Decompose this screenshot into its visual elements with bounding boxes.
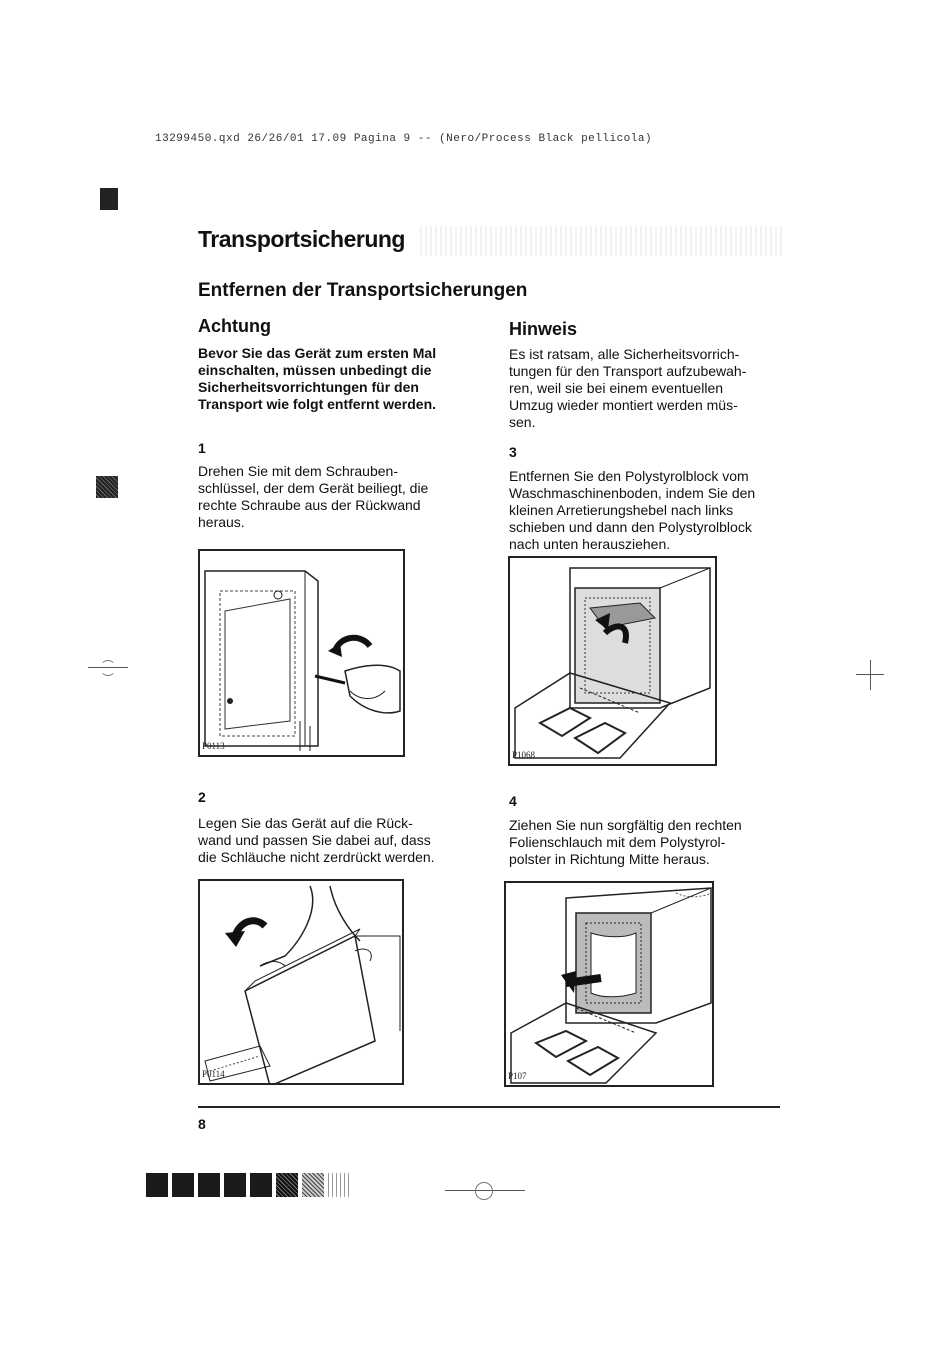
polystyrene-block-removal-drawing	[510, 558, 715, 764]
washer-tilting-drawing	[200, 881, 402, 1083]
warning-heading: Achtung	[198, 316, 271, 336]
step-4-line: Folienschlauch mit dem Polystyrol-	[509, 834, 726, 850]
step-3-text	[509, 468, 789, 553]
step-3-figure-code: P1068	[512, 750, 536, 760]
step-4-text	[509, 817, 789, 868]
step-2-line: wand und passen Sie dabei auf, dass	[198, 832, 431, 848]
step-3-number: 3	[509, 444, 517, 460]
step-2-line: die Schläuche nicht zerdrückt werden.	[198, 849, 435, 865]
warning-line: Bevor Sie das Gerät zum ersten Mal	[198, 345, 437, 361]
step-2-line: Legen Sie das Gerät auf die Rück-	[198, 815, 413, 831]
note-text	[509, 346, 789, 431]
foam-hose-removal-drawing	[506, 883, 712, 1085]
page-title: Transportsicherung	[198, 226, 405, 252]
step-3-line: schieben und dann den Polystyrolblock	[509, 519, 752, 535]
print-control-bar	[146, 1173, 356, 1197]
warning-line: Transport wie folgt entfernt werden.	[198, 396, 437, 412]
note-line: Umzug wieder montiert werden müs-	[509, 397, 738, 413]
step-2-number: 2	[198, 789, 206, 805]
step-3-line: Entfernen Sie den Polystyrolblock vom	[509, 468, 749, 484]
note-heading: Hinweis	[509, 319, 578, 339]
step-1-illustration	[198, 549, 405, 757]
step-4-illustration	[504, 881, 714, 1087]
crop-mark-bottom	[445, 1180, 525, 1200]
crop-mark-left	[88, 660, 128, 676]
note-line: Es ist ratsam, alle Sicherheitsvorrich-	[509, 346, 740, 362]
registration-mark-middle	[96, 476, 118, 498]
title-shading	[420, 226, 785, 256]
step-1-line: heraus.	[198, 514, 245, 530]
registration-mark-top	[100, 188, 118, 210]
step-1-text	[198, 463, 473, 531]
step-1-line: schlüssel, der dem Gerät beiliegt, die	[198, 480, 429, 496]
crop-mark-right	[856, 660, 884, 690]
warning-line: einschalten, müssen unbedingt die	[198, 362, 432, 378]
step-4-number: 4	[509, 793, 517, 809]
section-subtitle: Entfernen der Transportsicherungen	[198, 280, 528, 301]
footer-rule	[198, 1106, 780, 1108]
warning-text	[198, 345, 473, 413]
step-2-figure-code: P0114	[202, 1069, 225, 1079]
step-3-line: kleinen Arretierungshebel nach links	[509, 502, 734, 518]
step-3-line: Waschmaschinenboden, indem Sie den	[509, 485, 756, 501]
step-4-line: polster in Richtung Mitte heraus.	[509, 851, 710, 867]
washer-back-screw-drawing	[200, 551, 403, 755]
step-1-line: rechte Schraube aus der Rückwand	[198, 497, 421, 513]
step-3-line: nach unten herausziehen.	[509, 536, 671, 552]
step-2-illustration	[198, 879, 404, 1085]
warning-line: Sicherheitsvorrichtungen für den	[198, 379, 419, 395]
note-line: sen.	[509, 414, 536, 430]
step-2-text	[198, 815, 473, 866]
step-1-number: 1	[198, 440, 206, 456]
step-1-line: Drehen Sie mit dem Schrauben-	[198, 463, 398, 479]
step-3-illustration	[508, 556, 717, 766]
print-slug-line: 13299450.qxd 26/26/01 17.09 Pagina 9 -- (Nero/Process Black pellicola)	[155, 133, 653, 145]
step-4-line: Ziehen Sie nun sorgfältig den rechten	[509, 817, 742, 833]
step-4-figure-code: P107	[508, 1071, 527, 1081]
step-1-figure-code: P0113	[202, 741, 225, 751]
note-line: tungen für den Transport aufzubewah-	[509, 363, 747, 379]
page-number: 8	[198, 1116, 206, 1132]
note-line: ren, weil sie bei einem eventuellen	[509, 380, 724, 396]
